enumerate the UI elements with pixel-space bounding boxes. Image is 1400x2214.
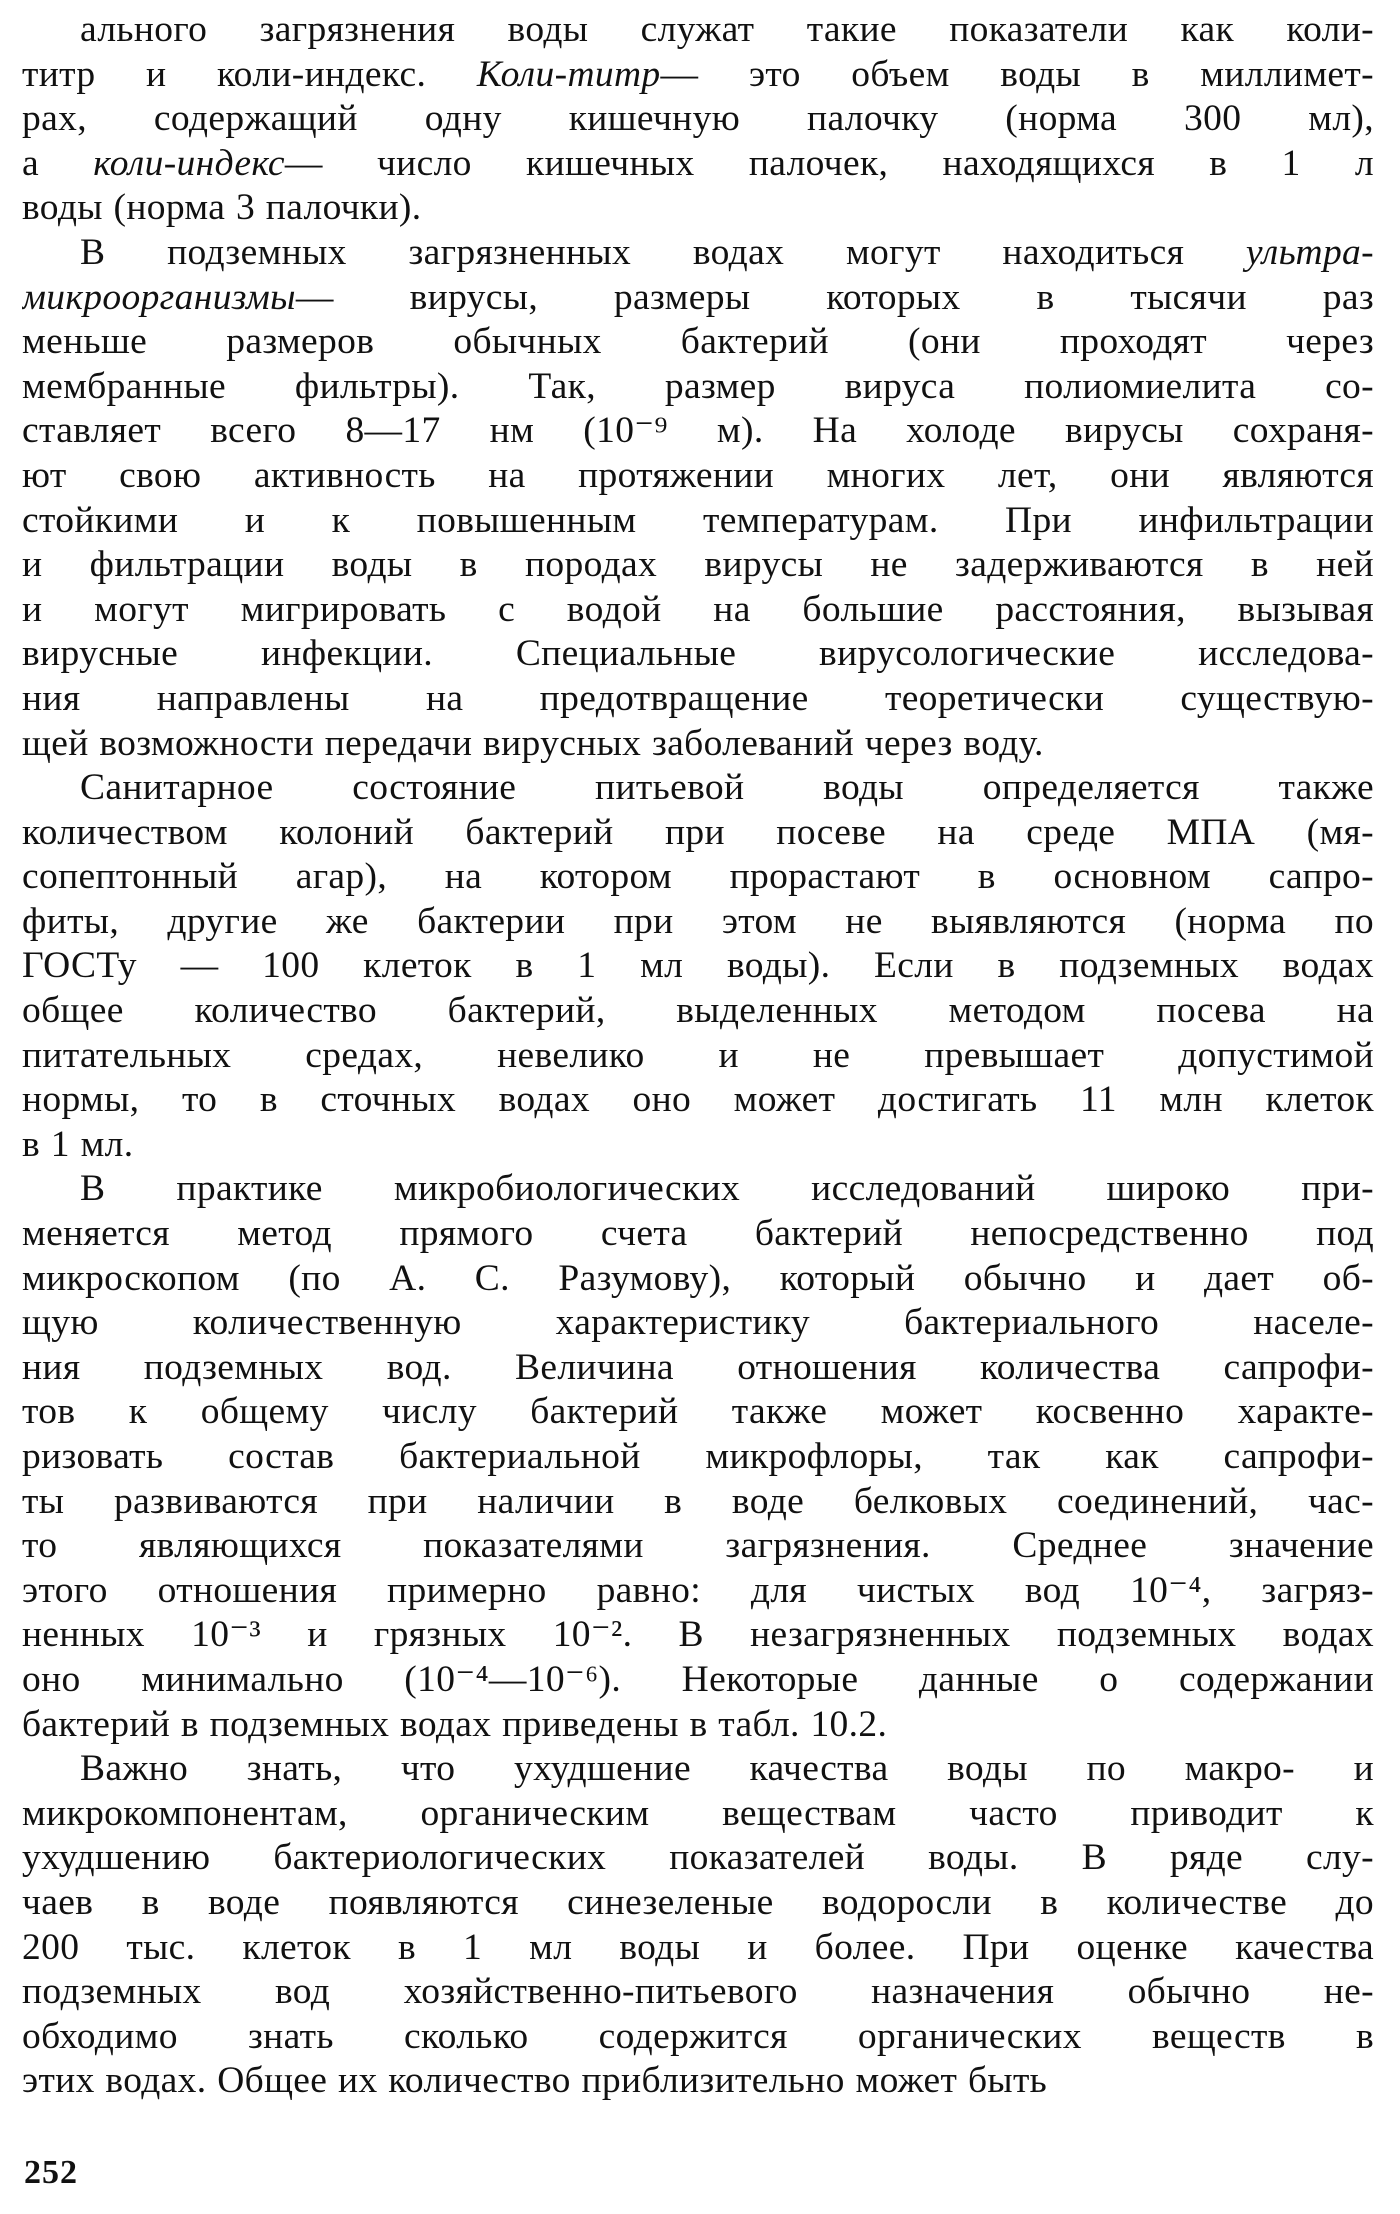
text-line: вирусные инфекции. Специальные вирусологические исследова- [22,633,1374,675]
text-line: общее количество бактерий, выделенных методом посева на [22,990,1374,1032]
text-line: обходимо знать сколько содержится органических веществ в [22,2015,1374,2057]
paragraph [22,1747,1374,2104]
text-line: а коли-индекс— число кишечных палочек, находящихся в 1 л [22,142,1374,184]
text-line: этого отношения примерно равно: для чистых вод 10⁻⁴, загряз- [22,1569,1374,1611]
text-line: сопептонный агар), на котором прорастают в основном сапро- [22,856,1374,898]
text-line: стойкими и к повышенным температурам. При инфильтрации [22,499,1374,541]
text-line: ризовать состав бактериальной микрофлоры, так как сапрофи- [22,1436,1374,1477]
text-line: рах, содержащий одну кишечную палочку (норма 300 мл), [22,98,1374,140]
text-line: питательных средах, невелико и не превышает допустимой [22,1034,1374,1076]
page-number: 252 [24,2154,78,2191]
text-line: ального загрязнения воды служат такие показатели как коли- [80,9,1374,50]
text-line: бактерий в подземных водах приведены в табл. 10.2. [22,1703,888,1745]
text-line: фиты, другие же бактерии при этом не выявляются (норма по [22,900,1374,942]
text-line: и могут мигрировать с водой на большие расстояния, вызывая [22,588,1374,630]
book-page [22,8,1374,2208]
text-line: и фильтрации воды в породах вирусы не задерживаются в ней [22,544,1374,586]
text-line: ненных 10⁻³ и грязных 10⁻². В незагрязненных подземных водах [22,1614,1374,1656]
text-line: ют свою активность на протяжении многих лет, они являются [22,454,1374,496]
text-line: микрокомпонентам, органическим веществам часто приводит к [22,1792,1374,1834]
text-line: В практике микробиологических исследований широко при- [80,1168,1374,1210]
text-line: В подземных загрязненных водах могут находиться ультра- [80,231,1374,273]
paragraph [22,766,1374,1167]
text-line: ния подземных вод. Величина отношения количества сапрофи- [22,1346,1374,1388]
text-line: оно минимально (10⁻⁴—10⁻⁶). Некоторые данные о содержании [22,1658,1374,1700]
text-line: 200 тыс. клеток в 1 мл воды и более. При оценке качества [22,1926,1374,1968]
text-line: щей возможности передачи вирусных заболеваний через воду. [22,722,1044,764]
paragraph [22,1167,1374,1747]
text-line: Важно знать, что ухудшение качества воды по макро- и [80,1748,1374,1790]
text-line: микроорганизмы— вирусы, размеры которых в тысячи раз [22,276,1374,318]
text-line: ты развиваются при наличии в воде белковых соединений, час- [22,1480,1374,1522]
text-line: воды (норма 3 палочки). [22,187,422,229]
text-line: этих водах. Общее их количество приблизительно может быть [22,2060,1048,2102]
paragraph [22,8,1374,231]
text-line: титр и коли-индекс. Коли-титр— это объем воды в миллимет- [22,53,1374,95]
text-line: в 1 мл. [22,1123,134,1165]
text-line: подземных вод хозяйственно-питьевого назначения обычно не- [22,1971,1374,2013]
text-line: ния направлены на предотвращение теоретически существую- [22,677,1374,719]
text-line: щую количественную характеристику бактериального населе- [22,1302,1374,1344]
text-line: меньше размеров обычных бактерий (они проходят через [22,321,1374,363]
text-line: чаев в воде появляются синезеленые водоросли в количестве до [22,1881,1374,1923]
text-line: ухудшению бактериологических показателей воды. В ряде слу- [22,1837,1374,1879]
text-line: ставляет всего 8—17 нм (10⁻⁹ м). На холоде вирусы сохраня- [22,410,1374,452]
paragraph [22,231,1374,766]
text-line: меняется метод прямого счета бактерий непосредственно под [22,1213,1374,1255]
text-line: тов к общему числу бактерий также может косвенно характе- [22,1391,1374,1433]
body-text [22,8,1374,2104]
text-line: нормы, то в сточных водах оно может достигать 11 млн клеток [22,1079,1374,1121]
text-line: мембранные фильтры). Так, размер вируса полиомиелита со- [22,365,1374,407]
text-line: ГОСТу — 100 клеток в 1 мл воды). Если в подземных водах [22,945,1374,987]
text-line: Санитарное состояние питьевой воды определяется также [80,767,1374,809]
text-line: количеством колоний бактерий при посеве на среде МПА (мя- [22,811,1374,853]
text-line: то являющихся показателями загрязнения. Среднее значение [22,1525,1374,1567]
text-line: микроскопом (по А. С. Разумову), который обычно и дает об- [22,1257,1374,1299]
